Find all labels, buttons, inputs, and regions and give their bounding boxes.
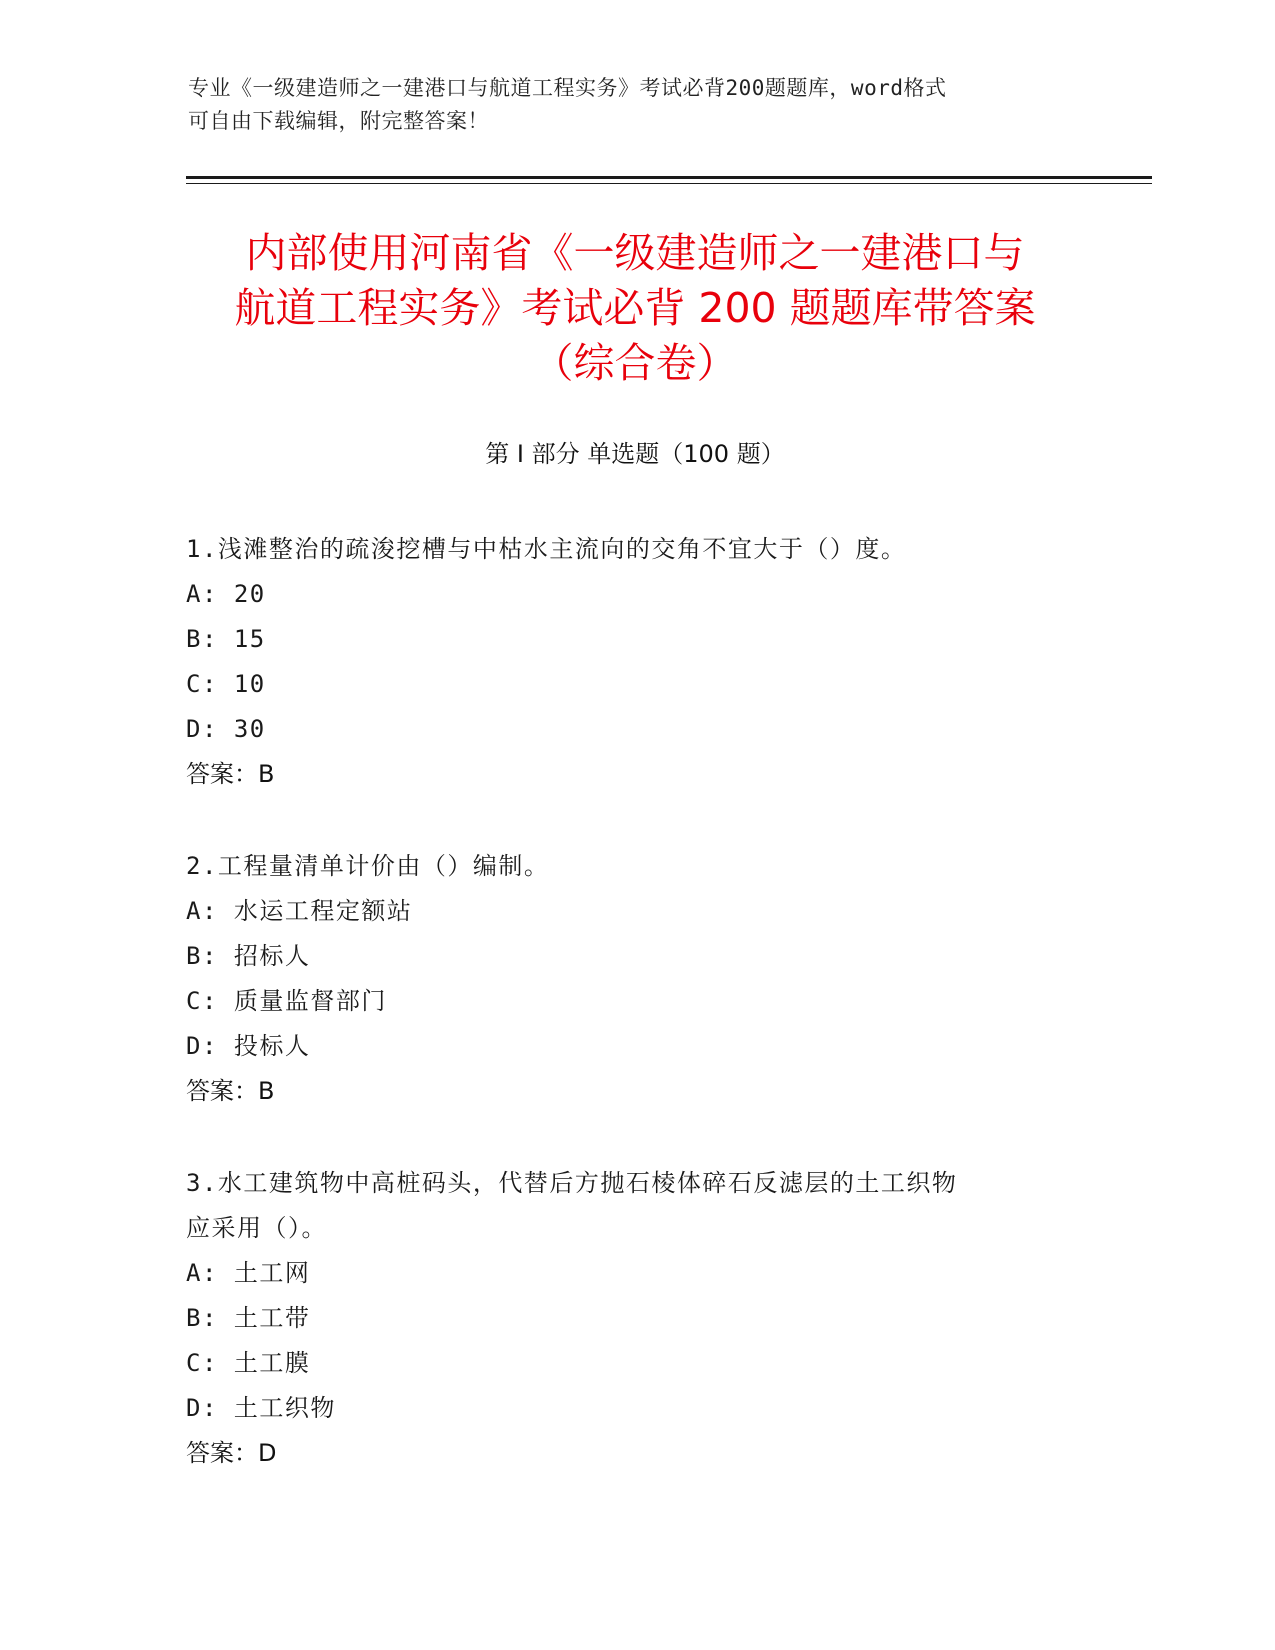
- title-line: （综合卷）: [532, 339, 738, 387]
- header-note-line: 可自由下载编辑，附完整答案！: [188, 109, 489, 133]
- header-note-line: 专业《一级建造师之一建港口与航道工程实务》考试必背200题题库，word格式: [188, 76, 947, 100]
- answer-line: 答案：D: [186, 1439, 277, 1467]
- option-d: D: 投标人: [186, 1032, 311, 1060]
- question-item: [186, 1161, 1086, 1476]
- question-list: [186, 527, 1086, 1523]
- question-stem-line: 应采用（）。: [186, 1214, 327, 1242]
- question-stem-line: 3.水工建筑物中高桩码头，代替后方抛石棱体碎石反滤层的土工织物: [186, 1169, 958, 1197]
- option-a: A: 水运工程定额站: [186, 897, 413, 925]
- option-c: C: 土工膜: [186, 1349, 311, 1377]
- option-b: B: 15: [186, 625, 266, 653]
- question-stem-line: 1.浅滩整治的疏浚挖槽与中枯水主流向的交角不宜大于（）度。: [186, 535, 907, 563]
- header-divider-thick: [186, 176, 1152, 179]
- question-item: [186, 844, 1086, 1114]
- option-b: B: 招标人: [186, 942, 311, 970]
- question-item: [186, 527, 1086, 797]
- question-stem-line: 2.工程量清单计价由（）编制。: [186, 852, 550, 880]
- question-stem: [186, 527, 1086, 572]
- question-stem: [186, 844, 1086, 889]
- title-line: 航道工程实务》考试必背 200 题题库带答案: [234, 284, 1036, 332]
- answer-line: 答案：B: [186, 1077, 275, 1105]
- section-heading: 第 I 部分 单选题（100 题）: [485, 440, 785, 468]
- option-b: B: 土工带: [186, 1304, 311, 1332]
- document-title: [186, 226, 1084, 391]
- header-divider-thin: [186, 183, 1152, 184]
- document-header-note: [188, 72, 1068, 138]
- option-a: A: 土工网: [186, 1259, 311, 1287]
- answer-line: 答案：B: [186, 760, 275, 788]
- question-stem: [186, 1161, 1086, 1251]
- option-d: D: 30: [186, 715, 266, 743]
- title-line: 内部使用河南省《一级建造师之一建港口与: [245, 229, 1025, 277]
- option-c: C: 质量监督部门: [186, 987, 387, 1015]
- option-a: A: 20: [186, 580, 266, 608]
- option-c: C: 10: [186, 670, 266, 698]
- option-d: D: 土工织物: [186, 1394, 336, 1422]
